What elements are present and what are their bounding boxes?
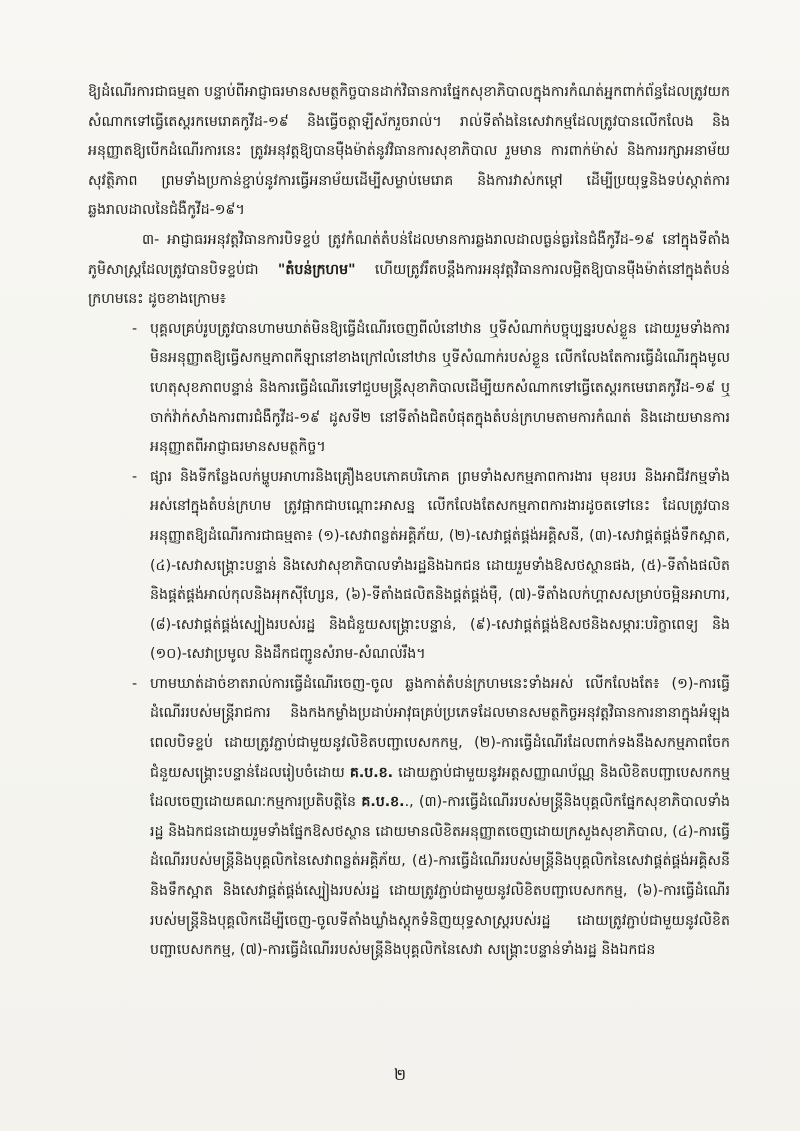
measures-list [88,315,730,966]
bullet-dash: - [132,320,138,337]
bullet-text-2: ផ្សារ និងទីកន្លែងលក់ម្ហូបអាហារនិងគ្រឿងឧបភោគបរិភោគ ព្រមទាំងសកម្មភាពការងារ មុខរបរ និងអាជីវកម្មទាំងអស់នៅក្នុងតំបន់ក្រហម ត្រូវផ្អាកជាបណ្តោះអាសន្ន លើកលែងតែសកម្មភាពការងារដូចតទៅនេះ ដែលត្រូវបានអនុញ្ញាតឱ្យដំណើរការជាធម្មតា៖ (១)-សេវាពន្លត់អគ្គិភ័យ, (២)-សេវាផ្គត់ផ្គង់អគ្គិសនី, (៣)-សេវាផ្គត់ផ្គង់ទឹកស្អាត, (៤)-សេវាសង្គ្រោះបន្ទាន់ និងសេវាសុខាភិបាលទាំងរដ្ឋនិងឯកជន ដោយរួមទាំងឱសថស្ថានផង, (៥)-ទីតាំងផលិតនិងផ្គត់ផ្គង់អាល់កុលនិងអុកស៊ីហ្សែន, (៦)-ទីតាំងផលិតនិងផ្គត់ផ្គង់ម៉ឺ, (៧)-ទីតាំងលក់ហ្គាសសម្រាប់ចម្អិនអាហារ, (៨)-សេវាផ្គត់ផ្គង់ស្បៀងរបស់រដ្ឋ និងជំនួយសង្គ្រោះបន្ទាន់, (៩)-សេវាផ្គត់ផ្គង់ឱសថនិងសម្ភារៈបរិក្ខាពេទ្យ និង (១០)-សេវាប្រមូល និងដឹកជញ្ជូនសំរាម-សំណល់រឹង។ [150,468,730,663]
intro-paragraph: ឱ្យដំណើរការជាធម្មតា បន្ទាប់ពីអាជ្ញាធរមានសមត្ថកិច្ចបានដាក់វិធានការផ្នែកសុខាភិបាលក្នុងការកំណត់អ្នកពាក់ព័ន្ធដែលត្រូវយកសំណាកទៅធ្វើតេស្តរកមេរោគកូវីដ-១៩ និងធ្វើចត្តាឡីស័ករួចរាល់។ រាល់ទីតាំងនៃសេវាកម្មដែលត្រូវបានលើកលែង និងអនុញ្ញាតឱ្យបើកដំណើរការនេះ ត្រូវអនុវត្តឱ្យបានម៉ឺងម៉ាត់នូវវិធានការសុខាភិបាល រួមមាន ការពាក់ម៉ាស់ និងការរក្សាអនាម័យសុវត្ថិភាព ព្រមទាំងប្រកាន់ខ្ជាប់នូវការធ្វើអនាម័យដើម្បីសម្លាប់មេរោគ និងការវាស់កម្តៅ ដើម្បីប្រយុទ្ធនិងទប់ស្កាត់ការឆ្លងរាលដាលនៃជំងឺកូវីដ-១៩។ [88,84,730,219]
red-zone-term: "តំបន់ក្រហម" [277,261,356,278]
crc-abbreviation: គ.ប.ខ. [349,764,394,781]
bullet-text-3-start: ហាមឃាត់ដាច់ខាតរាល់ការធ្វើដំណើរចេញ-ចូល ឆ្លងកាត់តំបន់ក្រហមនេះទាំងអស់ លើកលែងតែ៖ (១)-ការធ្វើដំណើររបស់មន្ត្រីរាជការ និងកងកម្លាំងប្រដាប់អាវុធគ្រប់ប្រភេទដែលមានសមត្ថកិច្ចអនុវត្តវិធានការនានាក្នុងអំឡុងពេលបិទខ្ទប់ ដោយត្រូវភ្ជាប់ជាមួយនូវលិខិតបញ្ជាបេសកកម្ម, (២)-ការធ្វើដំណើរដែលពាក់ទងនឹងសកម្មភាពចែកជំនួយសង្គ្រោះបន្ទាន់ដែលរៀបចំដោយ [150,675,730,781]
crc-abbreviation: គ.ប.ខ. [361,794,405,811]
section-3-lead: ៣- អាជ្ញាធរអនុវត្តវិធានការបិទខ្ទប់ ត្រូវកំណត់តំបន់ដែលមានការឆ្លងរាលដាលធ្ងន់ធ្ងរនៃជំងឺកូវីដ-១៩ នៅក្នុងទីតាំងភូមិសាស្ត្រដែលត្រូវបានបិទខ្ទប់ជា [88,231,730,278]
list-item [88,670,730,966]
page-number: ២ [393,1065,407,1084]
bullet-text-1: បុគ្គលគ្រប់រូបត្រូវបានហាមឃាត់មិនឱ្យធ្វើដំណើរចេញពីលំនៅឋាន ឬទីសំណាក់បច្ចុប្បន្នរបស់ខ្លួន ដោយរួមទាំងការមិនអនុញ្ញាតឱ្យធ្វើសកម្មភាពកីឡានៅខាងក្រៅលំនៅឋាន ឬទីសំណាក់របស់ខ្លួន លើកលែងតែការធ្វើដំណើរក្នុងមូលហេតុសុខភាពបន្ទាន់ និងការធ្វើដំណើរទៅជួបមន្ត្រីសុខាភិបាលដើម្បីយកសំណាកទៅធ្វើតេស្តរកមេរោគកូវីដ-១៩ ឬចាក់វ៉ាក់សាំងការពារជំងឺកូវីដ-១៩ ដូសទី២ នៅទីតាំងជិតបំផុតក្នុងតំបន់ក្រហមតាមការកំណត់ និងដោយមានការអនុញ្ញាតពីអាជ្ញាធរមានសមត្ថកិច្ច។ [150,320,730,456]
bullet-dash: - [132,675,138,692]
bullet-dash: - [132,468,138,485]
list-item [88,315,730,463]
section-3-paragraph [88,226,730,315]
bullet-text-3-mid: ដោយភ្ជាប់ជាមួយនូវអត្តសញ្ញាណប័ណ្ណ និងលិខិតបញ្ជាបេសកកម្មដែលចេញដោយគណៈកម្មការប្រតិបត្តិនៃ [150,764,731,811]
bullet-text-3-end: ., (៣)-ការធ្វើដំណើររបស់មន្ត្រីនិងបុគ្គលិកផ្នែកសុខាភិបាលទាំងរដ្ឋ និងឯកជនដោយរួមទាំងផ្នែកឱសថស្ថាន ដោយមានលិខិតអនុញ្ញាតចេញដោយក្រសួងសុខាភិបាល, (៤)-ការធ្វើដំណើររបស់មន្ត្រីនិងបុគ្គលិកនៃសេវាពន្លត់អគ្គិភ័យ, (៥)-ការធ្វើដំណើររបស់មន្ត្រីនិងបុគ្គលិកនៃសេវាផ្គត់ផ្គង់អគ្គិសនីនិងទឹកស្អាត និងសេវាផ្គត់ផ្គង់ស្បៀងរបស់រដ្ឋ ដោយត្រូវភ្ជាប់ជាមួយនូវលិខិតបញ្ជាបេសកកម្ម, (៦)-ការធ្វើដំណើររបស់មន្ត្រីនិងបុគ្គលិកដើម្បីចេញ-ចូលទីតាំងឃ្លាំងស្តុកទំនិញយុទ្ធសាស្ត្ររបស់រដ្ឋ ដោយត្រូវភ្ជាប់ជាមួយនូវលិខិតបញ្ជាបេសកកម្ម, (៧)-ការធ្វើដំណើររបស់មន្ត្រីនិងបុគ្គលិកនៃសេវា សង្គ្រោះបន្ទាន់ទាំងរដ្ឋ និងឯកជន [150,794,730,959]
section-3-tail: ហើយត្រូវរឹតបន្តឹងការអនុវត្តវិធានការលម្អិតឱ្យបានម៉ឺងម៉ាត់នៅក្នុងតំបន់ក្រហមនេះ ដូចខាងក្រោម៖ [88,261,730,308]
list-item [88,463,730,670]
